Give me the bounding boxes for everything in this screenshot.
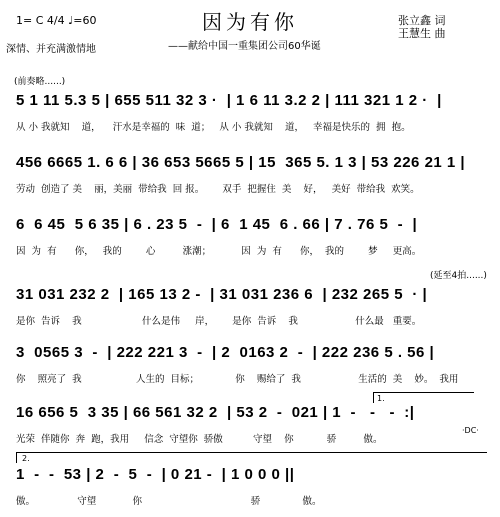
volta-bracket-2 — [16, 452, 487, 463]
staff-lyrics: 是你 告诉 我 什么是伟 岸， 是你 告诉 我 什么最 重要。 — [16, 316, 422, 327]
song-subtitle: ——献给中国一重集团公司60华诞 — [168, 41, 321, 52]
song-title: 因为有你 — [202, 10, 298, 34]
staff-notes: 456 6665 1. 6 6 | 36 653 5665 5 | 15 365 5. 1 3 | 53 226 21 1 | — [16, 154, 466, 171]
key-signature: 1= C 4/4 ♩=60 — [16, 14, 97, 27]
repeat-mark: (延至4拍......) — [430, 271, 487, 281]
volta-2-label: 2. — [22, 454, 30, 463]
staff-notes: 3 0565 3 - | 222 221 3 - | 2 0163 2 - | 222 236 5 . 56 | — [16, 344, 435, 361]
staff-lyrics: 因 为 有 你， 我的 心 涨潮； 因 为 有 你， 我的 梦 更高。 — [16, 246, 422, 257]
staff-notes: 1 - - 53 | 2 - 5 - | 0 21 - | 1 0 0 0 || — [16, 466, 295, 483]
staff-lyrics: 光荣 伴随你 奔 跑，我用 信念 守望你 骄傲 守望 你 骄 傲。 — [16, 434, 383, 445]
volta-1-label: 1. — [377, 394, 385, 403]
staff-notes: 31 031 232 2 | 165 13 2 - | 31 031 236 6 | 232 265 5 · | — [16, 286, 428, 303]
staff-lyrics: 傲。 守望 你 骄 傲。 — [16, 496, 322, 507]
lyricist: 张立鑫 词 — [398, 14, 446, 27]
volta-bracket-1 — [373, 392, 474, 403]
dc-mark: ·DC· — [462, 426, 479, 435]
staff-lyrics: 你 照亮了 我 人生的 目标； 你 赐给了 我 生活的 美 妙。 我用 — [16, 374, 459, 385]
staff-notes: 16 656 5 3 35 | 66 561 32 2 | 53 2 - 021 | 1 - - - :| — [16, 404, 415, 421]
expression-marking: 深情、并充满激情地 — [6, 44, 96, 55]
composer: 王慧生 曲 — [398, 27, 446, 40]
prelude-note: (前奏略......) — [14, 77, 66, 87]
staff-notes: 6 6 45 5 6 35 | 6 . 23 5 - | 6 1 45 6 . 66 | 7 . 76 5 - | — [16, 216, 418, 233]
staff-lyrics: 从 小 我就知 道， 汗水是幸福的 味 道； 从 小 我就知 道， 幸福是快乐的 拥 抱。 — [16, 122, 411, 133]
staff-lyrics: 劳动 创造了 美 丽，美丽 带给我 回 报。 双手 把握住 美 好， 美好 带给我 欢笑。 — [16, 184, 420, 195]
credits — [398, 14, 446, 40]
staff-notes: 5 1 11 5.3 5 | 655 511 32 3 · | 1 6 11 3.2 2 | 111 321 1 2 · | — [16, 92, 442, 109]
